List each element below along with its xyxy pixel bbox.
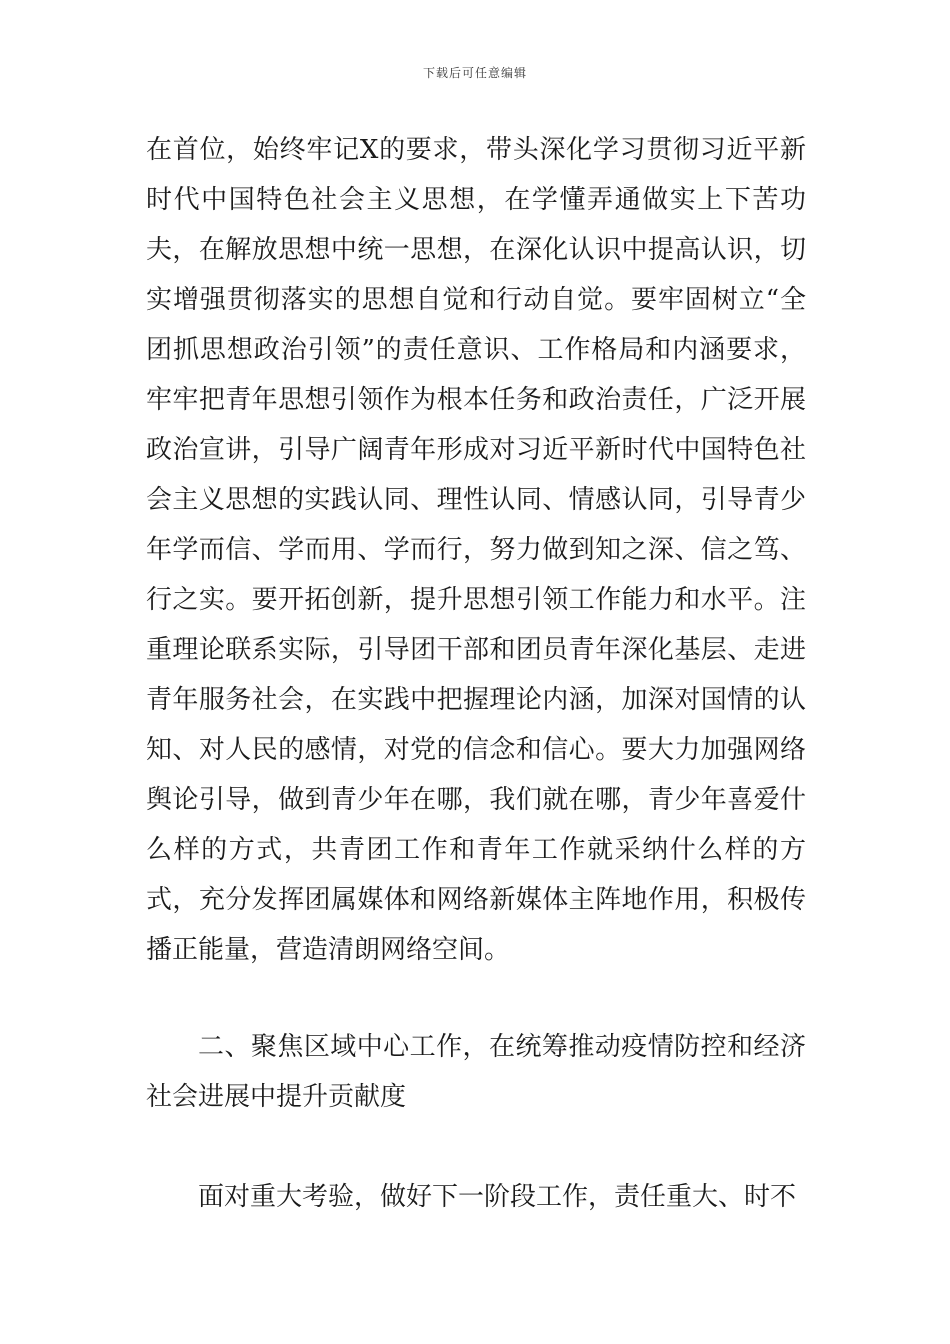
page-header: 下载后可任意编辑 [422, 66, 527, 80]
body-paragraph: 在首位，始终牢记X的要求，带头深化学习贯彻习近平新时代中国特色社会主义思想，在学懂弄通做实上下苦功夫，在解放思想中统一思想，在深化认识中提高认识，切实增强贯彻落实的思想自觉和行动自觉。要牢固树立“全团抓思想政治引领”的责任意识、工作格局和内涵要求，牢牢把青年思想引领作为根本任务和政治责任，广泛开展政治宣讲，引导广阔青年形成对习近平新时代中国特色社会主义思想的实践认同、理性认同、情感认同，引导青少年学而信、学而用、学而行，努力做到知之深、信之笃、行之实。要开拓创新，提升思想引领工作能力和水平。注重理论联系实际，引导团干部和团员青年深化基层、走进青年服务社会，在实践中把握理论内涵，加深对国情的认知、对人民的感情，对党的信念和信心。要大力加强网络舆论引导，做到青少年在哪，我们就在哪，青少年喜爱什么样的方式，共青团工作和青年工作就采纳什么样的方式，充分发挥团属媒体和网络新媒体主阵地作用，积极传播正能量，营造清朗网络空间。 [146, 135, 806, 965]
section-heading: 二、聚焦区域中心工作，在统筹推动疫情防控和经济社会进展中提升贡献度 [146, 1032, 806, 1112]
body-paragraph-continued: 面对重大考验，做好下一阶段工作，责任重大、时不 [198, 1182, 797, 1212]
